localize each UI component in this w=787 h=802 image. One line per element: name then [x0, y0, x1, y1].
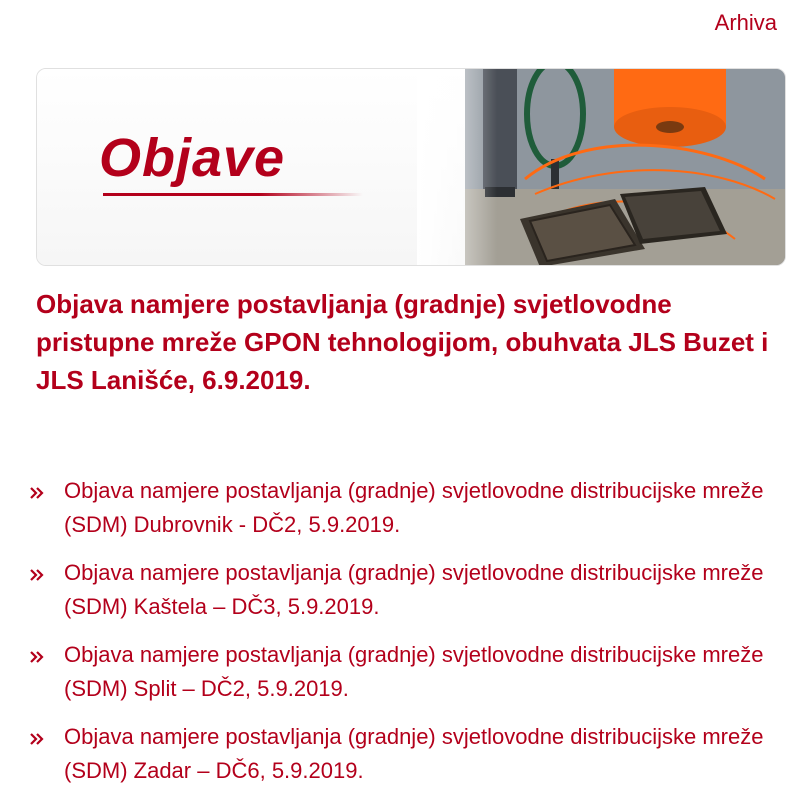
banner-underline [103, 193, 363, 196]
banner-fade [417, 69, 497, 265]
cable-reel-photo [465, 69, 785, 265]
objave-banner [36, 68, 786, 266]
news-list [30, 474, 770, 802]
list-item[interactable] [30, 638, 770, 706]
list-item-label[interactable]: Objava namjere postavljanja (gradnje) svjetlovodne distribucijske mreže (SDM) Zadar – DČ6, 5.9.2019. [64, 724, 764, 783]
list-item[interactable] [30, 720, 770, 788]
list-item-label[interactable]: Objava namjere postavljanja (gradnje) svjetlovodne distribucijske mreže (SDM) Dubrovnik - DČ2, 5.9.2019. [64, 478, 764, 537]
archive-link[interactable]: Arhiva [714, 10, 777, 35]
list-item-label[interactable]: Objava namjere postavljanja (gradnje) svjetlovodne distribucijske mreže (SDM) Split – DČ2, 5.9.2019. [64, 642, 764, 701]
list-item-label[interactable]: Objava namjere postavljanja (gradnje) svjetlovodne distribucijske mreže (SDM) Kaštela – DČ3, 5.9.2019. [64, 560, 764, 619]
double-chevron-right-icon [30, 651, 44, 663]
double-chevron-right-icon [30, 733, 44, 745]
double-chevron-right-icon [30, 569, 44, 581]
list-item[interactable] [30, 556, 770, 624]
banner-heading: Objave [99, 128, 286, 188]
list-item[interactable] [30, 474, 770, 542]
double-chevron-right-icon [30, 487, 44, 499]
cable-reel-illustration [465, 69, 785, 266]
page-headline[interactable]: Objava namjere postavljanja (gradnje) svjetlovodne pristupne mreže GPON tehnologijom, obuhvata JLS Buzet i JLS Lanišće, 6.9.2019. [36, 289, 769, 395]
